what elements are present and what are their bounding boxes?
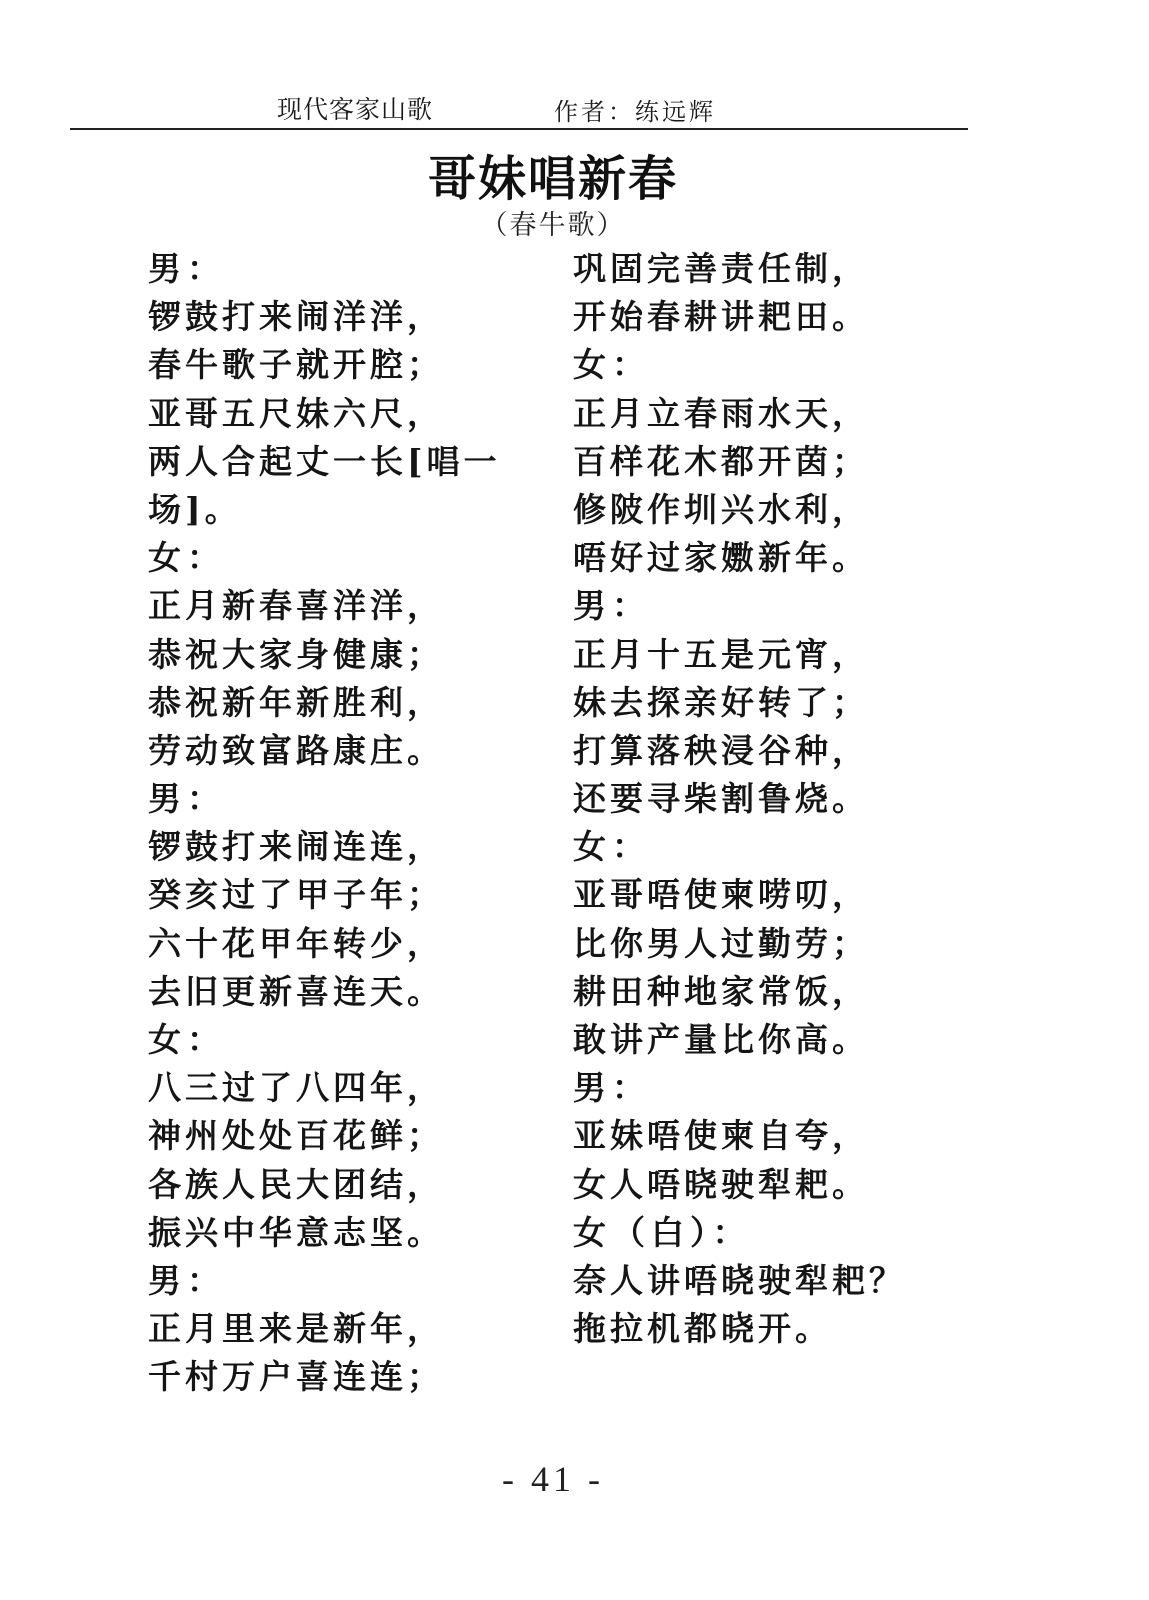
song-subtitle: （春牛歌）	[480, 210, 626, 241]
lyric-line: 巩固完善责任制，	[573, 249, 869, 288]
lyric-line: 百样花木都开茵；	[573, 441, 869, 481]
lyric-line: 修陂作圳兴水利，	[573, 489, 869, 529]
lyric-line: 恭祝大家身健康；	[148, 634, 444, 674]
lyric-line: 神州处处百花鲜；	[148, 1116, 444, 1156]
speaker-label: 男：	[148, 779, 226, 819]
lyric-line: 癸亥过了甲子年；	[148, 875, 444, 915]
speaker-label: 男：	[573, 586, 651, 626]
lyrics-left-column	[148, 245, 548, 1402]
lyric-line: 奈人讲唔晓驶犁耙？	[573, 1260, 906, 1300]
lyric-line: 正月十五是元宵，	[573, 634, 869, 674]
lyric-line: 锣鼓打来闹洋洋，	[148, 297, 444, 337]
lyric-line: 妹去探亲好转了；	[573, 682, 869, 722]
lyric-line: 正月新春喜洋洋，	[148, 586, 444, 626]
author-credit: 作者：练远辉	[554, 98, 716, 126]
speaker-label: 女：	[573, 827, 651, 867]
lyric-line: 锣鼓打来闹连连，	[148, 827, 444, 867]
speaker-label: 女（白）：	[573, 1212, 752, 1252]
lyrics-right-column	[573, 245, 973, 1353]
lyric-line: 女人唔晓驶犁耙。	[573, 1164, 869, 1204]
lyric-line: 比你男人过勤劳；	[573, 923, 869, 963]
lyric-line: 八三过了八四年，	[148, 1068, 444, 1108]
lyric-line: 开始春耕讲耙田。	[573, 297, 869, 337]
lyric-line: 各族人民大团结，	[148, 1164, 444, 1204]
lyric-line: 正月里来是新年，	[148, 1309, 444, 1349]
lyric-line: 亚哥唔使柬唠叨，	[573, 875, 869, 915]
speaker-label: 女：	[573, 345, 651, 385]
lyric-line: 六十花甲年转少，	[148, 923, 444, 963]
speaker-label: 女：	[148, 538, 226, 578]
lyric-line: 亚妹唔使柬自夸，	[573, 1116, 869, 1156]
lyric-line: 场]。	[148, 489, 242, 529]
book-title: 现代客家山歌	[277, 95, 434, 124]
lyric-line: 正月立春雨水天，	[573, 393, 869, 433]
lyric-line: 千村万户喜连连；	[148, 1357, 444, 1397]
running-header	[70, 88, 968, 130]
page-number: - 41 -	[502, 1459, 604, 1499]
lyric-line: 唔好过家嫐新年。	[573, 538, 869, 578]
speaker-label: 男：	[573, 1068, 651, 1108]
lyric-line: 拖拉机都晓开。	[573, 1309, 832, 1349]
lyric-line: 劳动致富路康庄。	[148, 730, 444, 770]
lyric-line: 振兴中华意志坚。	[148, 1212, 444, 1252]
lyric-line: 耕田种地家常饭，	[573, 971, 869, 1011]
lyric-line: 还要寻柴割鲁烧。	[573, 779, 869, 819]
speaker-label: 男：	[148, 249, 226, 288]
lyric-line: 春牛歌子就开腔；	[148, 345, 444, 385]
lyric-line: 恭祝新年新胜利，	[148, 682, 444, 722]
speaker-label: 女：	[148, 1020, 226, 1059]
lyric-line: 两人合起丈一长[唱一	[148, 441, 501, 481]
lyric-line: 去旧更新喜连天。	[148, 971, 444, 1011]
lyric-line: 敢讲产量比你高。	[573, 1020, 869, 1059]
song-title: 哥妹唱新春	[427, 151, 678, 207]
lyric-line: 打算落秧浸谷种，	[573, 730, 869, 770]
speaker-label: 男：	[148, 1260, 226, 1300]
lyric-line: 亚哥五尺妹六尺，	[148, 393, 444, 433]
